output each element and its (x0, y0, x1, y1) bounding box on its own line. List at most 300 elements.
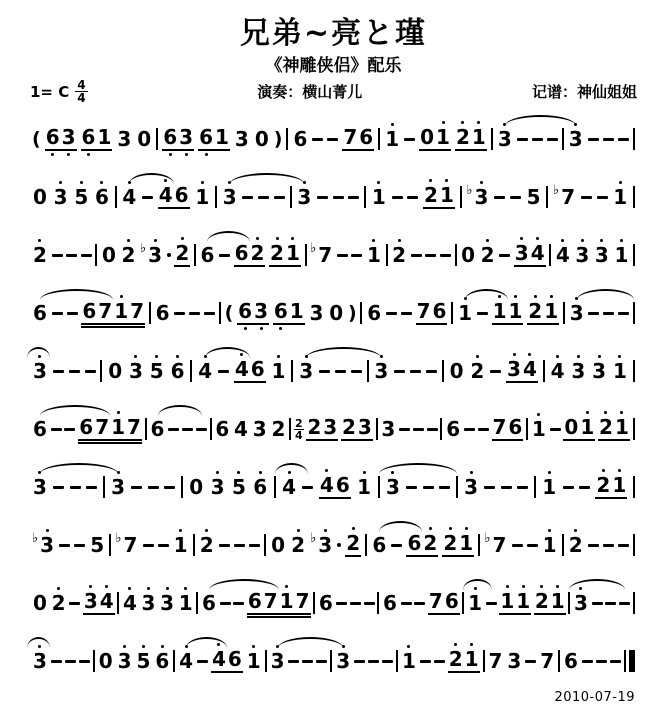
flat-icon: ♭ (553, 182, 560, 198)
note-digit: 6 (446, 416, 461, 441)
note-digit: 1 (246, 648, 261, 673)
duration-dash (274, 196, 285, 199)
note-digits (234, 126, 250, 151)
note (527, 301, 559, 325)
note-digit: 1 (178, 590, 193, 615)
duration-dash (426, 370, 437, 373)
key-label: 1= C (30, 82, 70, 101)
rest-note (32, 590, 48, 615)
duration-dash (69, 370, 80, 373)
note-digits (591, 358, 607, 383)
score-line (30, 168, 637, 226)
note-digit: 6 (293, 126, 308, 151)
note-digit: 7 (295, 589, 310, 613)
score-line (30, 574, 637, 632)
score-line (30, 632, 637, 690)
note (594, 242, 610, 267)
note (237, 301, 269, 325)
note-digit: 3 (464, 474, 478, 499)
note-digit: 0 (137, 126, 152, 151)
note-digit: 1 (580, 415, 595, 439)
note-digit: 6 (367, 300, 382, 325)
note-digits (506, 648, 522, 673)
note-digit: 0 (98, 648, 113, 673)
note (308, 300, 324, 325)
rest-note (254, 126, 270, 151)
note-digit: 6 (407, 531, 422, 555)
note-digit: 2 (291, 532, 305, 557)
score-line (30, 400, 637, 458)
note (569, 300, 585, 325)
duration-dash (168, 428, 179, 431)
note-digits (445, 416, 461, 441)
note-digit: 6 (234, 241, 249, 265)
note-digits (123, 532, 139, 557)
duration-dash (603, 312, 614, 315)
note-digit: 0 (564, 415, 579, 439)
note-digits (531, 416, 547, 441)
note-digits (541, 474, 557, 499)
duration-dash (51, 428, 62, 431)
note-digits (45, 127, 77, 151)
duration-dash (605, 602, 616, 605)
note-digit: 3 (111, 474, 126, 499)
duration-dash (410, 370, 421, 373)
note (210, 474, 226, 499)
note-digits (281, 474, 297, 499)
note-digit: 3 (336, 648, 351, 673)
note-digits (199, 532, 215, 557)
note (406, 533, 438, 557)
barline (109, 534, 111, 556)
note (613, 242, 629, 267)
note (568, 532, 584, 557)
note (612, 184, 628, 209)
note-digit: 7 (130, 299, 145, 323)
rest-note (188, 474, 204, 499)
note (51, 590, 67, 615)
note-digits (499, 591, 531, 615)
note (45, 127, 77, 151)
date-stamp: 2010-07-19 (554, 690, 635, 705)
duration-dash (335, 370, 346, 373)
note (306, 417, 338, 441)
barline (451, 302, 453, 324)
barline (145, 418, 147, 440)
duration-dash (407, 196, 418, 199)
note-digit: 6 (94, 184, 109, 209)
barline (95, 244, 97, 266)
note-digit: 5 (231, 474, 246, 499)
note-digit: 6 (79, 415, 94, 439)
note-digit: 3 (33, 648, 47, 673)
note (445, 416, 461, 441)
note-digit: 7 (318, 242, 333, 267)
note-digits (98, 648, 114, 673)
barline (483, 650, 485, 672)
note-digits (473, 184, 489, 209)
note-digit: 1 (471, 125, 486, 149)
note-digits (539, 648, 555, 673)
note-digit: 3 (148, 242, 163, 267)
note-digits (497, 126, 513, 151)
barline (190, 360, 192, 382)
note (526, 184, 542, 209)
note-digit: 3 (474, 184, 489, 209)
duration-dash (196, 428, 207, 431)
barline (491, 128, 493, 150)
note-digit: 2 (199, 532, 214, 557)
duration-dash (164, 486, 175, 489)
note-digit: 4 (319, 473, 334, 497)
duration-dash (411, 254, 422, 257)
note-digits (419, 127, 451, 151)
note-digits (147, 242, 163, 267)
note (366, 242, 382, 267)
note-digits (296, 184, 312, 209)
barline (115, 186, 117, 208)
note (335, 648, 351, 673)
note-digit: 6 (33, 300, 47, 325)
flat-icon: ♭ (310, 240, 317, 256)
note-digit: 3 (297, 184, 312, 209)
note (318, 590, 334, 615)
note (484, 530, 507, 557)
barline (305, 244, 307, 266)
final-bar-thin (624, 650, 626, 672)
note-digits (356, 474, 372, 499)
duration-dash (391, 544, 402, 547)
note (382, 590, 398, 615)
parenthesis: ( (224, 301, 234, 324)
note-digit: 2 (534, 589, 549, 613)
note (158, 185, 190, 209)
note-digit: 3 (117, 648, 132, 673)
note-digits (401, 648, 417, 673)
note-digit: 1 (357, 474, 372, 499)
note-digit: 2 (121, 242, 136, 267)
tie-arc (278, 637, 343, 648)
rest-note (328, 300, 344, 325)
note (385, 474, 401, 499)
duration-dash (619, 602, 630, 605)
note-digit: 2 (271, 416, 286, 441)
note-digit: 6 (199, 125, 213, 149)
note-digits (155, 300, 171, 325)
note-digits (83, 591, 115, 615)
note (32, 416, 48, 441)
note-digits (178, 648, 194, 673)
note-digit: 3 (33, 358, 47, 383)
duration-dash (348, 196, 359, 199)
score-line (30, 516, 637, 574)
note-digits (371, 184, 387, 209)
duration-dash (434, 660, 445, 663)
note-digit: 1 (385, 126, 400, 151)
duration-dash (532, 138, 543, 141)
duration-dash (53, 486, 64, 489)
note-digits (335, 648, 351, 673)
note (366, 300, 382, 325)
note-digit: 2 (480, 242, 495, 267)
page-title: 兄弟~亮と瑾 (239, 16, 428, 51)
note-digit: 1 (285, 241, 300, 265)
duration-dash (581, 196, 592, 199)
duration-dash (350, 602, 361, 605)
note-digit: 3 (40, 532, 55, 557)
note (32, 300, 48, 325)
duration-dash (204, 312, 215, 315)
augmentation-dot (337, 543, 341, 547)
note (319, 475, 351, 499)
note-digit: 1 (367, 242, 381, 267)
barline (396, 650, 398, 672)
note (497, 126, 513, 151)
note-digit: 2 (423, 531, 438, 555)
barline (456, 476, 458, 498)
note-digit: 1 (173, 532, 188, 557)
note-digit: 3 (270, 648, 285, 673)
note-digit: 3 (507, 357, 521, 381)
note (467, 590, 483, 615)
time-signature-bottom: 4 (77, 91, 86, 105)
note-digits (463, 474, 479, 499)
note-digit: 1 (279, 589, 294, 613)
barline (633, 418, 635, 440)
note-digit: 2 (568, 532, 583, 557)
note-digits (150, 416, 166, 441)
flat-icon: ♭ (32, 530, 39, 546)
duration-dash (603, 544, 614, 547)
note-digit: 7 (492, 415, 507, 439)
note-digit: 1 (459, 531, 474, 555)
note-digit: 2 (596, 473, 611, 497)
note-digits (32, 300, 48, 325)
barline (215, 186, 217, 208)
barline (367, 360, 369, 382)
note-digits (469, 358, 485, 383)
duration-dash (512, 544, 523, 547)
note-digit: 4 (179, 648, 194, 673)
note-digit: 1 (531, 416, 546, 441)
note-digit: 2 (51, 590, 66, 615)
barline (173, 650, 175, 672)
note-digits (254, 126, 270, 151)
duration-dash (336, 602, 347, 605)
note-digits (488, 648, 504, 673)
performer-credit: 演奏：横山菁儿 (257, 82, 363, 101)
note-digit: 3 (357, 415, 372, 439)
note-digits (290, 532, 306, 557)
duration-dash (64, 428, 75, 431)
duration-dash (258, 196, 269, 199)
note-digit: 2 (33, 242, 47, 267)
note-digit: 2 (392, 242, 407, 267)
note (116, 126, 132, 151)
barline (377, 592, 379, 614)
note-digit: 5 (149, 358, 164, 383)
note-digit: 3 (575, 242, 590, 267)
note (598, 417, 630, 441)
note-digit: 2 (448, 647, 463, 671)
note-digits (32, 648, 48, 673)
note-digits (455, 127, 487, 151)
note-digits (341, 417, 373, 441)
barline (274, 476, 276, 498)
tie-arc (275, 463, 308, 474)
note-digit: 3 (234, 126, 249, 151)
note-digits (201, 590, 217, 615)
note-digits (233, 416, 249, 441)
note-digits (94, 184, 110, 209)
note-digit: 6 (335, 473, 350, 497)
duration-dash (501, 486, 512, 489)
note-digit: 3 (571, 358, 586, 383)
note-digit: 4 (211, 647, 226, 671)
note (252, 416, 268, 441)
note-digit: 1 (401, 648, 416, 673)
note-digits (234, 359, 266, 383)
note-digits (598, 417, 630, 441)
note-digit: 4 (158, 183, 173, 207)
note-digit: 1 (516, 589, 531, 613)
note (234, 126, 250, 151)
note (591, 358, 607, 383)
note (78, 417, 142, 441)
duration-dash (312, 138, 323, 141)
note-digit: 6 (372, 532, 387, 557)
note-digit: 7 (123, 532, 138, 557)
note-digits (121, 242, 137, 267)
note-digits (292, 126, 308, 151)
barline (156, 128, 158, 150)
duration-dash (414, 602, 425, 605)
note (534, 591, 566, 615)
score-line (30, 226, 637, 284)
note-digits (570, 358, 586, 383)
time-signature-change (294, 418, 304, 441)
note-digit: 2 (307, 415, 322, 439)
note (252, 474, 268, 499)
flat-icon: ♭ (484, 530, 491, 546)
note-digit: 1 (542, 532, 557, 557)
duration-dash (494, 196, 505, 199)
note-digit: 6 (444, 589, 459, 613)
note-digit: 3 (568, 126, 583, 151)
duration-dash (59, 544, 70, 547)
note (231, 474, 247, 499)
note-digit: 0 (33, 184, 47, 209)
score (0, 110, 667, 690)
duration-dash (337, 254, 348, 257)
note-digit: 3 (569, 300, 584, 325)
note (531, 416, 547, 441)
note-digit: 3 (160, 590, 175, 615)
note (342, 127, 374, 151)
duration-dash (316, 660, 327, 663)
note (149, 358, 165, 383)
note (612, 358, 628, 383)
note (214, 416, 230, 441)
note-digit: 1 (271, 358, 286, 383)
duration-dash (79, 660, 90, 663)
duration-dash (351, 370, 362, 373)
duration-dash (189, 312, 200, 315)
duration-dash (288, 660, 299, 663)
parenthesis: ) (273, 127, 283, 150)
note-digits (380, 416, 396, 441)
note (492, 301, 524, 325)
note-digits (423, 185, 455, 209)
note (423, 185, 455, 209)
duration-dash (51, 660, 62, 663)
barline (568, 592, 570, 614)
note-digits (555, 242, 571, 267)
duration-dash (386, 312, 397, 315)
note (122, 590, 138, 615)
note (391, 242, 407, 267)
duration-dash (550, 428, 561, 431)
note-digits (514, 243, 546, 267)
note (553, 182, 576, 209)
note-digits (178, 590, 194, 615)
note-digit: 0 (189, 474, 204, 499)
duration-dash (74, 544, 85, 547)
note-digit: 6 (163, 125, 178, 149)
tie-arc (306, 347, 381, 358)
note-digits (194, 184, 210, 209)
note-digit: 1 (371, 184, 386, 209)
note-digit: 1 (550, 589, 565, 613)
note-digit: 4 (122, 184, 137, 209)
note-digits (317, 532, 333, 557)
note-digits (534, 591, 566, 615)
duration-dash (368, 660, 379, 663)
note-digit: 7 (488, 648, 503, 673)
note-digit: 6 (383, 590, 397, 615)
note-digits (492, 532, 508, 557)
duration-dash (53, 370, 64, 373)
note-digit: 3 (514, 241, 529, 265)
duration-dash (547, 138, 558, 141)
time-signature-top: 2 (294, 416, 303, 430)
note-digits (467, 590, 483, 615)
note-digits (594, 242, 610, 267)
duration-dash (439, 486, 450, 489)
note (173, 532, 189, 557)
note-digit: 4 (234, 357, 249, 381)
note-digit: 0 (33, 590, 47, 615)
note-digit: 4 (282, 474, 297, 499)
meta-row (0, 79, 667, 104)
note-digit: 1 (114, 299, 129, 323)
note-digit: 6 (174, 183, 189, 207)
note-digit: 1 (439, 183, 454, 207)
note (271, 358, 287, 383)
note-digits (135, 648, 151, 673)
duration-dash (610, 660, 621, 663)
note-digit: 1 (458, 300, 472, 325)
note (292, 126, 308, 151)
barline (149, 302, 151, 324)
tie-arc (158, 405, 202, 416)
note-digits (173, 532, 189, 557)
note-digits (73, 184, 89, 209)
note-digit: 3 (497, 126, 512, 151)
duration-dash (148, 486, 159, 489)
note (595, 475, 627, 499)
note-digits (222, 184, 238, 209)
